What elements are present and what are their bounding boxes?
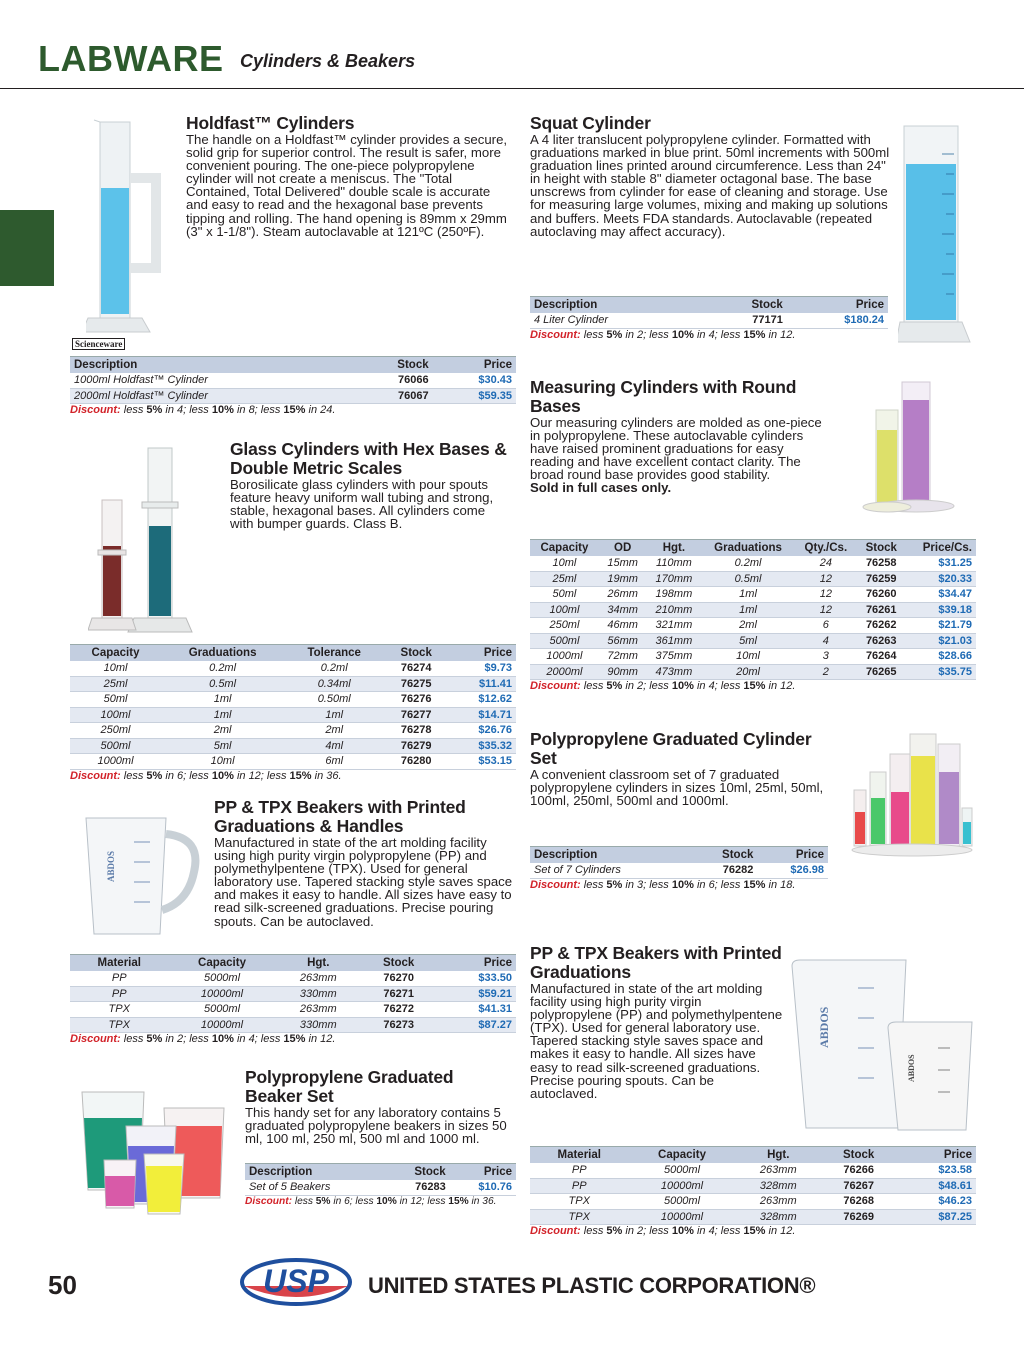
ppset-title: Polypropylene Graduated Cylinder Set	[530, 729, 812, 768]
glass-description: Borosilicate glass cylinders with pour spouts feature heavy uniform wall tubing and strong, stable, hexagonal bases. All cylinders come with bumper guards. Class B.	[230, 477, 494, 532]
round-description: Our measuring cylinders are molded as one-piece in polypropylene. These autoclavable cylinders have raised prominent graduations for easy reading and have excellent contact clarity. The broad round base provides good stability.	[530, 415, 822, 483]
beaker-set-title: Polypropylene Graduated Beaker Set	[245, 1067, 454, 1106]
col-header: Stock	[857, 540, 905, 557]
col-header: Hgt.	[736, 1147, 822, 1164]
beaker-handle-image	[74, 812, 206, 940]
col-header: Stock	[384, 645, 448, 662]
usp-logo-text: USP	[263, 1263, 329, 1299]
table-row: 2000ml 90mm 473mm 20ml 2 76265 $35.75	[530, 664, 976, 680]
table-row: 100ml 1ml 1ml 76277 $14.71	[70, 707, 516, 723]
beakers-printed-description: Manufactured in state of the art molding facility using high purity virgin polypropylene (PP) and polymethylpentene (TPX). Used for general laboratory use. Tapered stacking style saves space and makes it easy to handle. All sizes have easy to read silk-screened graduations. Precise pouring spouts. Can be autoclaved.	[530, 981, 783, 1101]
col-header: Price	[436, 955, 516, 972]
table-row: 1000ml 72mm 375mm 10ml 3 76264 $28.66	[530, 649, 976, 665]
col-header: Graduations	[701, 540, 794, 557]
svg-text:ABDOS: ABDOS	[106, 850, 116, 882]
col-header: Description	[530, 847, 691, 864]
col-header: Price	[448, 645, 516, 662]
col-header: Price	[896, 1147, 976, 1164]
beakers-handles-discount: Discount: less 5% in 2; less 10% in 4; less 15% in 12.	[70, 1033, 336, 1045]
holdfast-cylinder-image	[86, 118, 176, 336]
holdfast-title: Holdfast™ Cylinders	[186, 113, 355, 133]
col-header: Tolerance	[284, 645, 384, 662]
col-header: OD	[599, 540, 646, 557]
table-row: PP 10000ml 328mm 76267 $48.61	[530, 1178, 976, 1194]
col-header: Stock	[354, 357, 433, 374]
round-cylinders-image	[862, 380, 974, 516]
table-row: TPX 10000ml 330mm 76273 $87.27	[70, 1017, 516, 1033]
col-header: Qty./Cs.	[795, 540, 857, 557]
beaker-set-description: This handy set for any laboratory contains 5 graduated polypropylene beakers in sizes 50 ml, 100 ml, 250 ml, 500 ml and 1000 ml.	[245, 1105, 507, 1147]
col-header: Capacity	[168, 955, 275, 972]
round-table	[530, 539, 976, 680]
col-header: Capacity	[70, 645, 161, 662]
holdfast-description: The handle on a Holdfast™ cylinder provides a secure, solid grip for superior control. The result is safer, more convenient pouring. The one-piece polypropylene cylinder will not create a meniscus. The "Total Contained, Total Delivered" double scale is accurate and easy to read and the hexagonal base prevents tipping and rolling. The hand opening is 89mm x 29mm (3" x 1-1/8"). Steam autoclavable at 121ºC (250ºF).	[186, 132, 508, 239]
ppset-description: A convenient classroom set of 7 graduated polypropylene cylinders in sizes 10ml, 25ml, 50ml, 100ml, 250ml, 500ml and 1000ml.	[530, 767, 824, 809]
col-header: Material	[530, 1147, 628, 1164]
col-header: Graduations	[161, 645, 284, 662]
table-row: 10ml 15mm 110mm 0.2ml 24 76258 $31.25	[530, 556, 976, 571]
col-header: Description	[530, 297, 704, 314]
table-row: TPX 5000ml 263mm 76268 $46.23	[530, 1194, 976, 1210]
page-title: LABWARE	[38, 38, 224, 79]
col-header: Stock	[691, 847, 758, 864]
glass-cylinders-image	[88, 446, 196, 634]
usp-logo	[240, 1256, 352, 1308]
table-row: PP 5000ml 263mm 76270 $33.50	[70, 971, 516, 986]
header-rule	[0, 88, 1024, 89]
squat-description: A 4 liter translucent polypropylene cylinder. Formatted with graduations marked in blue print. 50ml increments with 500ml graduation lines printed around circumference. Less than 24" in height with stable 8" diameter octagonal base. The base unscrews from cylinder for ease of cleaning and storage. Use for measuring large volumes, mixing and making up solutions and buffers. Meets FDA standards. Autoclavable (repeated autoclaving may affect accuracy).	[530, 132, 890, 239]
table-row: 50ml 1ml 0.50ml 76276 $12.62	[70, 692, 516, 708]
beakers-printed-discount: Discount: less 5% in 2; less 10% in 4; less 15% in 12.	[530, 1225, 796, 1237]
ppset-table	[530, 846, 828, 879]
table-row: TPX 5000ml 263mm 76272 $41.31	[70, 1002, 516, 1018]
round-note: Sold in full cases only.	[530, 480, 672, 496]
glass-discount: Discount: less 5% in 6; less 10% in 12; less 15% in 36.	[70, 769, 342, 782]
table-row: 4 Liter Cylinder 77171 $180.24	[530, 313, 888, 328]
col-header: Stock	[821, 1147, 896, 1164]
glass-title: Glass Cylinders with Hex Bases & Double Metric Scales	[230, 439, 507, 478]
table-row: PP 5000ml 263mm 76266 $23.58	[530, 1163, 976, 1178]
squat-title: Squat Cylinder	[530, 113, 651, 133]
beakers-handles-table	[70, 954, 516, 1033]
table-row: 50ml 26mm 198mm 1ml 12 76260 $34.47	[530, 587, 976, 603]
table-row: 25ml 0.5ml 0.34ml 76275 $11.41	[70, 676, 516, 692]
table-row: TPX 10000ml 328mm 76269 $87.25	[530, 1209, 976, 1225]
round-title: Measuring Cylinders with Round Bases	[530, 377, 797, 416]
table-row: 25ml 19mm 170mm 0.5ml 12 76259 $20.33	[530, 571, 976, 587]
beakers-handles-title: PP & TPX Beakers with Printed Graduations & Handles	[214, 797, 466, 836]
squat-discount: Discount: less 5% in 2; less 10% in 4; less 15% in 12.	[530, 328, 796, 341]
table-row: 2000ml Holdfast™ Cylinder 76067 $59.35	[70, 388, 516, 404]
svg-text:ABDOS: ABDOS	[817, 1006, 831, 1048]
col-header: Price	[433, 357, 516, 374]
col-header: Material	[70, 955, 168, 972]
beakers-printed-title: PP & TPX Beakers with Printed Graduations	[530, 943, 782, 982]
svg-text:ABDOS: ABDOS	[907, 1054, 916, 1082]
beaker-set-image	[78, 1086, 230, 1220]
table-row: PP 10000ml 330mm 76271 $59.21	[70, 986, 516, 1002]
table-row: 100ml 34mm 210mm 1ml 12 76261 $39.18	[530, 602, 976, 618]
col-header: Price	[757, 847, 828, 864]
table-row: Set of 7 Cylinders 76282 $26.98	[530, 863, 828, 878]
col-header: Hgt.	[646, 540, 701, 557]
squat-cylinder-image	[898, 124, 974, 356]
table-row: 500ml 56mm 361mm 5ml 4 76263 $21.03	[530, 633, 976, 649]
holdfast-table	[70, 356, 516, 404]
table-row: 500ml 5ml 4ml 76279 $35.32	[70, 738, 516, 754]
page-number: 50	[48, 1270, 77, 1300]
page-subtitle: Cylinders & Beakers	[240, 51, 416, 71]
holdfast-discount: Discount: less 5% in 4; less 10% in 8; less 15% in 24.	[70, 404, 336, 416]
col-header: Description	[70, 357, 354, 374]
section-tab	[0, 210, 54, 286]
beakers-printed-table	[530, 1146, 976, 1225]
beaker-set-discount: Discount: less 5% in 6; less 10% in 12; less 15% in 36.	[245, 1195, 497, 1207]
col-header: Stock	[361, 955, 436, 972]
table-row: 10ml 0.2ml 0.2ml 76274 $9.73	[70, 661, 516, 676]
squat-table	[530, 296, 888, 329]
col-header: Capacity	[628, 1147, 735, 1164]
table-row: 1000ml Holdfast™ Cylinder 76066 $30.43	[70, 373, 516, 388]
round-discount: Discount: less 5% in 2; less 10% in 4; less 15% in 12.	[530, 680, 796, 692]
beaker-set-table	[245, 1163, 516, 1196]
col-header: Stock	[704, 297, 787, 314]
company-name: UNITED STATES PLASTIC CORPORATION®	[368, 1273, 816, 1298]
table-row: Set of 5 Beakers 76283 $10.76	[245, 1180, 516, 1195]
beakers-printed-image	[788, 958, 978, 1134]
col-header: Price/Cs.	[905, 540, 976, 557]
col-header: Price	[450, 1164, 516, 1181]
glass-table	[70, 644, 516, 770]
cylinder-set-image	[850, 732, 974, 858]
col-header: Description	[245, 1164, 387, 1181]
ppset-discount: Discount: less 5% in 3; less 10% in 6; less 15% in 18.	[530, 878, 796, 891]
col-header: Capacity	[530, 540, 599, 557]
table-row: 250ml 2ml 2ml 76278 $26.76	[70, 723, 516, 739]
col-header: Price	[787, 297, 888, 314]
scienceware-badge: Scienceware	[72, 338, 125, 350]
table-row: 250ml 46mm 321mm 2ml 6 76262 $21.79	[530, 618, 976, 634]
col-header: Hgt.	[276, 955, 362, 972]
table-row: 1000ml 10ml 6ml 76280 $53.15	[70, 754, 516, 770]
beakers-handles-description: Manufactured in state of the art molding facility using high purity virgin polypropylene (PP) and polymethylpentene (TPX). Used for general laboratory use. Tapered stacking style saves space and makes it easy to handle. All sizes have easy to read silk-screened graduations. Precise pouring spouts. Can be autoclaved.	[214, 835, 513, 929]
col-header: Stock	[387, 1164, 450, 1181]
